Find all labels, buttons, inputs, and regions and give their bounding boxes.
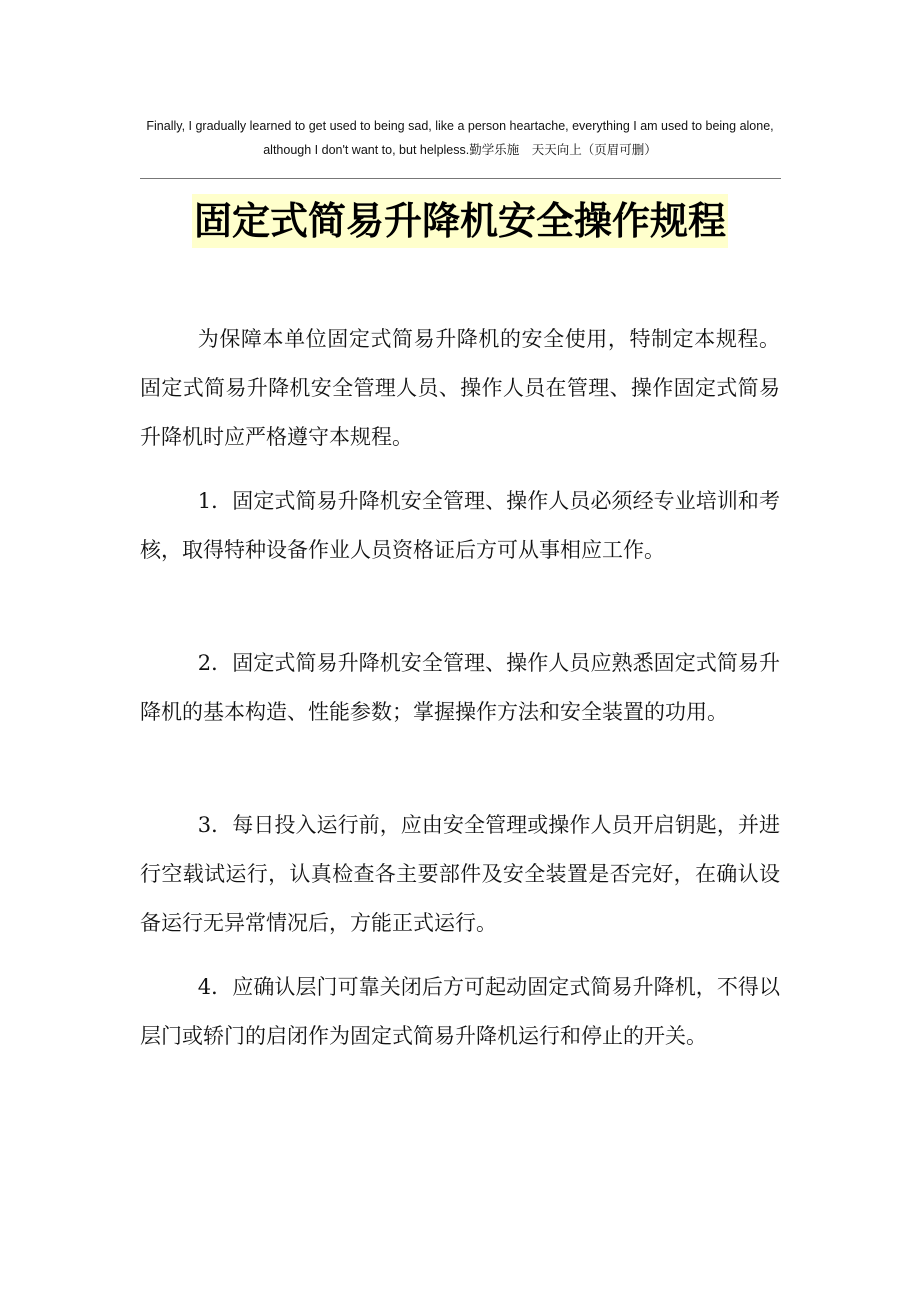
document-title: 固定式简易升降机安全操作规程 <box>192 194 728 248</box>
rule-paragraph-3: 3．每日投入运行前，应由安全管理或操作人员开启钥匙，并进行空载试运行，认真检查各主要部件及安全装置是否完好，在确认设备运行无异常情况后，方能正式运行。 <box>140 813 780 935</box>
rule-paragraph-2: 2．固定式简易升降机安全管理、操作人员应熟悉固定式简易升降机的基本构造、性能参数；掌握操作方法和安全装置的功用。 <box>140 651 780 724</box>
rule-paragraph-1: 1．固定式简易升降机安全管理、操作人员必须经专业培训和考核，取得特种设备作业人员资格证后方可从事相应工作。 <box>140 489 780 562</box>
page-header <box>120 114 800 162</box>
rule-paragraph-4: 4．应确认层门可靠关闭后方可起动固定式简易升降机，不得以层门或轿门的启闭作为固定式简易升降机运行和停止的开关。 <box>140 975 780 1048</box>
header-line-1: Finally, I gradually learned to get used to being sad, like a person heartache, everything I am used to being alone, <box>146 119 774 133</box>
intro-paragraph: 为保障本单位固定式简易升降机的安全使用，特制定本规程。固定式简易升降机安全管理人员、操作人员在管理、操作固定式简易升降机时应严格遵守本规程。 <box>140 327 780 449</box>
title-container <box>0 194 920 248</box>
header-line-2: although I don't want to, but helpless.勤学乐施 天天向上（页眉可删） <box>263 143 657 157</box>
header-divider <box>140 178 781 179</box>
